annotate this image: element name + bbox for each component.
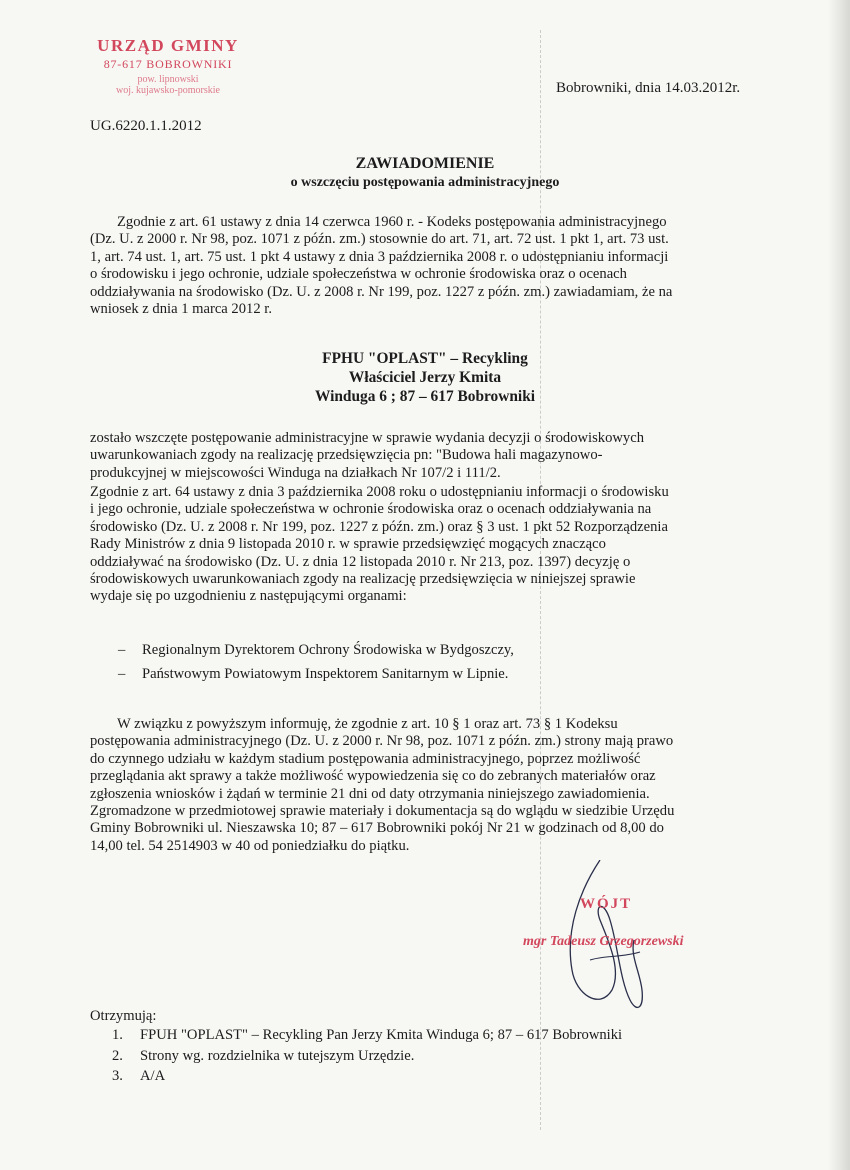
bullet-dash: – <box>118 642 126 658</box>
paragraph-line: uwarunkowaniach zgody na realizację przedsięwzięcia pn: "Budowa hali magazynowo- <box>90 447 603 464</box>
paragraph-line: Zgromadzone w przedmiotowej sprawie materiały i dokumentacja są do wglądu w siedzibie Urzędu <box>90 803 675 820</box>
applicant-owner: Właściciel Jerzy Kmita <box>348 369 502 386</box>
paragraph-line: W związku z powyższym informuję, że zgodnie z art. 10 § 1 oraz art. 73 § 1 Kodeksu <box>117 716 618 732</box>
document-title: ZAWIADOMIENIE <box>355 155 495 172</box>
authorities-list <box>118 638 514 686</box>
paragraph-line: Zgodnie z art. 64 ustawy z dnia 3 października 2008 roku o udostępnianiu informacji o środowisku <box>90 484 669 500</box>
applicant-block <box>0 349 850 406</box>
stamp-voivodeship: woj. kujawsko-pomorskie <box>116 85 220 96</box>
paragraph-rights <box>90 716 780 855</box>
recipients-label: Otrzymują: <box>90 1008 157 1024</box>
paragraph-agreements <box>90 484 780 606</box>
list-item: 3. A/A <box>112 1068 166 1085</box>
paragraph-line: przeglądania akt sprawy a także możliwość wypowiedzenia się co do zebranych materiałów oraz <box>90 768 656 785</box>
paragraph-line: środowisko (Dz. U. z 2008 r. Nr 199, poz. 1227 z późn. zm.) oraz § 3 ust. 1 pkt 52 Rozporządzenia <box>90 518 668 535</box>
paragraph-line: zostało wszczęte postępowanie administracyjne w sprawie wydania decyzji o środowiskowych <box>90 430 644 446</box>
paragraph-line: 1, art. 74 ust. 1, art. 75 ust. 1 pkt 4 ustawy z dnia 3 października 2008 r. o udostępnianiu informacji <box>90 248 669 265</box>
paragraph-line: oddziaływać na środowisko (Dz. U. z dnia 12 listopada 2010 r. Nr 213, poz. 1397) decyzję o <box>90 553 631 570</box>
paragraph-line: zgłoszenia wniosków i żądań w terminie 21 dni od daty otrzymania niniejszego zawiadomienia. <box>90 785 650 802</box>
paragraph-line: wydaje się po uzgodnieniu z następującymi organami: <box>90 588 407 605</box>
reference-number: UG.6220.1.1.2012 <box>90 118 202 134</box>
paragraph-line: Rady Ministrów z dnia 9 listopada 2010 r. w sprawie przedsięwzięć mogących znacząco <box>90 536 606 553</box>
signature-stamp-name: mgr Tadeusz Grzegorzewski <box>523 934 684 949</box>
signature-stamp-position: WÓJT <box>580 896 633 912</box>
list-item: – Regionalnym Dyrektorem Ochrony Środowiska w Bydgoszczy, <box>118 638 514 662</box>
paragraph-line: do czynnego udziału w każdym stadium postępowania administracyjnego, poprzez możliwość <box>90 750 641 767</box>
stamp-postcode: 87-617 BOBROWNIKI <box>103 57 233 71</box>
paragraph-line: i jego ochronie, udziale społeczeństwa w ochronie środowiska oraz o ocenach oddziaływania na <box>90 501 652 518</box>
recipients-list <box>112 1025 622 1087</box>
paragraph-line: Gminy Bobrowniki ul. Nieszawska 10; 87 – 617 Bobrowniki pokój Nr 21 w godzinach od 8,00 do <box>90 820 664 837</box>
applicant-name: FPHU "OPLAST" – Recykling <box>322 350 528 367</box>
paragraph-line: wniosek z dnia 1 marca 2012 r. <box>90 301 272 318</box>
bullet-dash: – <box>118 666 126 682</box>
paragraph-line: produkcyjnej w miejscowości Winduga na działkach Nr 107/2 i 111/2. <box>90 464 501 481</box>
list-item: – Państwowym Powiatowym Inspektorem Sanitarnym w Lipnie. <box>118 662 514 686</box>
paragraph-line: postępowania administracyjnego (Dz. U. z 2000 r. Nr 98, poz. 1071 z późn. zm.) strony mają prawo <box>90 733 674 750</box>
stamp-office: URZĄD GMINY <box>97 36 239 55</box>
paragraph-line: oddziaływania na środowisko (Dz. U. z 2008 r. Nr 199, poz. 1227 z późn. zm.) zawiadamiam, że na <box>90 283 673 300</box>
paragraph-proceedings <box>90 430 780 482</box>
paragraph-line: (Dz. U. z 2000 r. Nr 98, poz. 1071 z późn. zm.) stosownie do art. 71, art. 72 ust. 1 pkt 1, art. 73 ust. <box>90 231 669 248</box>
stamp-district: pow. lipnowski <box>137 74 199 85</box>
place-date: Bobrowniki, dnia 14.03.2012r. <box>556 80 741 96</box>
applicant-address: Winduga 6 ; 87 – 617 Bobrowniki <box>314 388 536 405</box>
paragraph-legal-basis <box>90 214 770 318</box>
paragraph-line: Zgodnie z art. 61 ustawy z dnia 14 czerwca 1960 r. - Kodeks postępowania administracyjnego <box>117 214 667 230</box>
paragraph-line: 14,00 tel. 54 2514903 w 40 od poniedziałku do piątku. <box>90 837 410 854</box>
paragraph-line: środowiskowych uwarunkowaniach zgody na realizację przedsięwzięcia w niniejszej sprawie <box>90 571 636 588</box>
list-item: 2. Strony wg. rozdzielnika w tutejszym Urzędzie. <box>112 1047 415 1064</box>
office-stamp <box>78 36 258 96</box>
list-item: 1. FPUH "OPLAST" – Recykling Pan Jerzy Kmita Winduga 6; 87 – 617 Bobrowniki <box>112 1027 623 1043</box>
document-subtitle: o wszczęciu postępowania administracyjnego <box>290 175 560 190</box>
paragraph-line: o środowisku i jego ochronie, udziale społeczeństwa w ochronie środowiska oraz o ocenach <box>90 266 627 283</box>
